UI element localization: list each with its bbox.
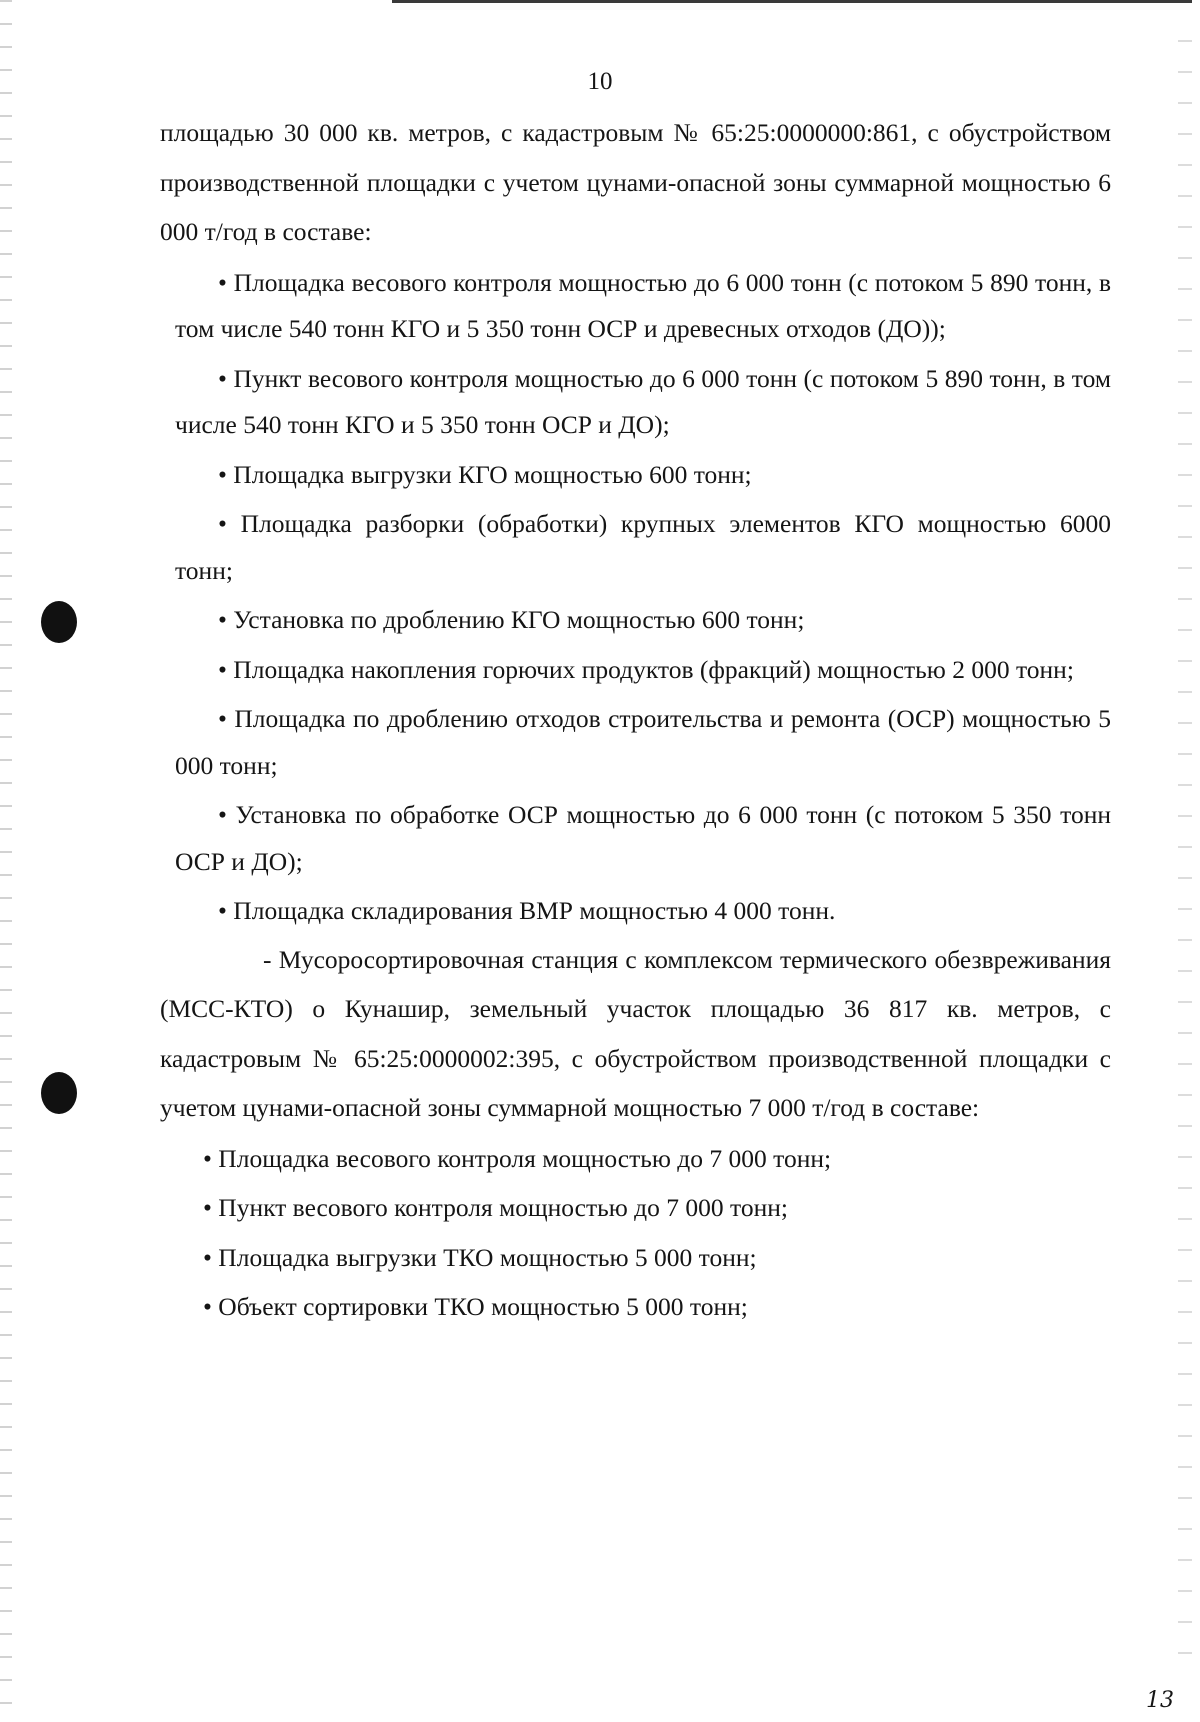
second-paragraph: - Мусоросортировочная станция с комплексом термического обезвреживания (МСС-КТО) о Кунашир, земельный участок площадью 36 817 кв. метров, с кадастровым № 65:25:0000002:395, с обустройством производственной площадки с учетом цунами-опасной зоны суммарной мощностью 7 000 т/год в составе:	[160, 944, 1111, 1122]
document-body	[160, 108, 1111, 1331]
list-item: • Пункт весового контроля мощностью до 6 000 тонн (с потоком 5 890 тонн, в том числе 540 тонн КГО и 5 350 тонн ОСР и ДО);	[175, 363, 1111, 439]
punch-hole	[41, 601, 77, 643]
list-item: • Объект сортировки ТКО мощностью 5 000 тонн;	[203, 1292, 748, 1321]
list-item: • Установка по дроблению КГО мощностью 600 тонн;	[218, 605, 805, 634]
scan-edge-right	[1178, 40, 1192, 1680]
list-item: • Площадка складирования ВМР мощностью 4 000 тонн.	[218, 896, 836, 925]
list-item: • Площадка выгрузки КГО мощностью 600 тонн;	[218, 459, 752, 489]
punch-hole	[41, 1072, 77, 1114]
page-number: 10	[587, 68, 613, 95]
list-item: • Установка по обработке ОСР мощностью до 6 000 тонн (с потоком 5 350 тонн ОСР и ДО);	[175, 800, 1111, 876]
list-item: • Площадка выгрузки ТКО мощностью 5 000 тонн;	[203, 1242, 757, 1272]
list-item: • Площадка весового контроля мощностью до 7 000 тонн;	[203, 1143, 832, 1173]
intro-paragraph: площадью 30 000 кв. метров, с кадастровым № 65:25:0000000:861, с обустройством производственной площадки с учетом цунами-опасной зоны суммарной мощностью 6 000 т/год в составе:	[160, 118, 1111, 246]
list-item: • Пункт весового контроля мощностью до 7 000 тонн;	[203, 1193, 788, 1222]
list-item: • Площадка разборки (обработки) крупных элементов КГО мощностью 6000 тонн;	[175, 509, 1111, 585]
handwritten-sheet-number: 13	[1146, 1688, 1174, 1713]
facility-list-2	[160, 1136, 1111, 1331]
list-item: • Площадка по дроблению отходов строительства и ремонта (ОСР) мощностью 5 000 тонн;	[175, 704, 1111, 780]
scan-edge-left	[0, 0, 12, 1722]
list-item: • Площадка накопления горючих продуктов (фракций) мощностью 2 000 тонн;	[218, 654, 1074, 684]
list-item: • Площадка весового контроля мощностью до 6 000 тонн (с потоком 5 890 тонн, в том числе 540 тонн КГО и 5 350 тонн ОСР и древесных отходов (ДО));	[175, 267, 1111, 343]
top-rule	[392, 0, 1192, 3]
facility-list-1	[160, 260, 1111, 935]
